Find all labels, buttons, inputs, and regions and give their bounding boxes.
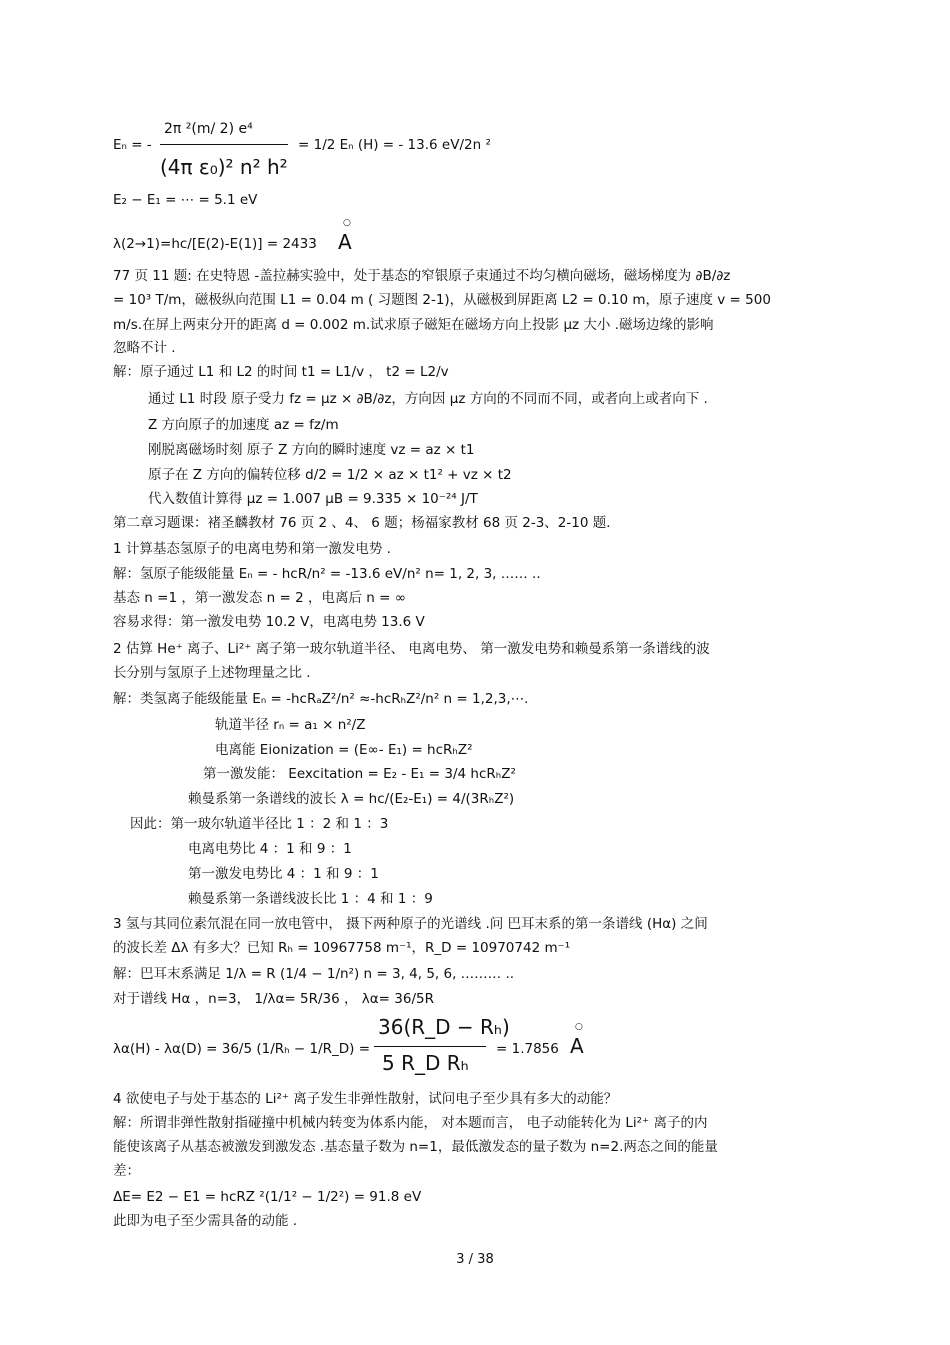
text-line: 电离能 Eionization = (E∞- E₁) = hcRₕZ²: [215, 742, 473, 758]
text-line: ΔE= E2 − E1 = hcRZ ²(1/1² − 1/2²) = 91.8 eV: [113, 1189, 422, 1205]
angstrom-ring: ○: [343, 218, 351, 228]
text-line: 容易求得：第一激发电势 10.2 V，电离电势 13.6 V: [113, 614, 425, 630]
delta-formula-lhs: λα(H) - λα(D) = 36/5 (1/Rₕ − 1/R_D) =: [113, 1041, 371, 1057]
formula-denominator: (4π ε₀)² n² h²: [160, 155, 288, 179]
text-line: = 10³ T/m，磁极纵向范围 L1 = 0.04 m ( 习题图 2-1)，从磁极到屏距离 L2 = 0.10 m，原子速度 v = 500: [113, 292, 771, 308]
text-line: 解：类氢离子能级能量 Eₙ = -hcRₐZ²/n² ≈-hcRₕZ²/n² n = 1,2,3,⋯.: [113, 691, 529, 707]
text-line: 通过 L1 时段 原子受力 fz = μz × ∂B/∂z，方向因 μz 方向的不同而不同，或者向上或者向下 .: [148, 391, 708, 407]
text-line: 对于谱线 Hα ，n=3， 1/λα= 5R/36 ， λα= 36/5R: [113, 991, 434, 1007]
text-line: 2 估算 He⁺ 离子、Li²⁺ 离子第一玻尔轨道半径、 电离电势、 第一激发电势和赖曼系第一条谱线的波: [113, 641, 710, 657]
text-line: 4 欲使电子与处于基态的 Li²⁺ 离子发生非弹性散射，试问电子至少具有多大的动能？: [113, 1091, 618, 1107]
text-line: 轨道半径 rₙ = a₁ × n²/Z: [215, 717, 366, 733]
fraction-bar: [374, 1046, 486, 1047]
text-line: 第一激发能： Eexcitation = E₂ - E₁ = 3/4 hcRₕZ²: [203, 766, 516, 782]
angstrom-ring: ○: [575, 1022, 583, 1032]
delta-formula-denominator: 5 R_D Rₕ: [382, 1051, 469, 1075]
text-line: 代入数值计算得 μz = 1.007 μB = 9.335 × 10⁻²⁴ J/T: [148, 491, 478, 507]
text-line: m/s.在屏上两束分开的距离 d = 0.002 m.试求原子磁矩在磁场方向上投影 μz 大小 .磁场边缘的影响: [113, 317, 714, 333]
text-line: 3 氢与其同位素氘混在同一放电管中， 摄下两种原子的光谱线 .问 巴耳末系的第一条谱线 (Hα) 之间: [113, 916, 708, 932]
text-line: 能使该离子从基态被激发到激发态 .基态量子数为 n=1，最低激发态的量子数为 n=2.两态之间的能量: [113, 1139, 718, 1155]
text-line: 刚脱离磁场时刻 原子 Z 方向的瞬时速度 vz = az × t1: [148, 442, 475, 458]
text-line: 第一激发电势比 4 ：1 和 9 ：1: [188, 866, 379, 882]
formula-rhs: = 1/2 Eₙ (H) = - 13.6 eV/2n ²: [298, 137, 491, 153]
delta-formula-numerator: 36(R_D − Rₕ): [378, 1015, 510, 1039]
text-line: 解：原子通过 L1 和 L2 的时间 t1 = L1/v ， t2 = L2/v: [113, 364, 449, 380]
text-line: 1 计算基态氢原子的电离电势和第一激发电势 .: [113, 541, 391, 557]
page-number: 3 / 38: [456, 1252, 494, 1267]
text-line: E₂ − E₁ = ⋯ = 5.1 eV: [113, 192, 258, 208]
text-line: 77 页 11 题: 在史特恩 -盖拉赫实验中，处于基态的窄银原子束通过不均匀横向磁场，磁场梯度为 ∂B/∂z: [113, 268, 731, 284]
text-line: 解：巴耳末系满足 1/λ = R (1/4 − 1/n²) n = 3, 4, 5, 6, ……… ..: [113, 966, 515, 982]
text-line: 长分别与氢原子上述物理量之比 .: [113, 665, 311, 681]
text-line: 的波长差 Δλ 有多大？已知 Rₕ = 10967758 m⁻¹，R_D = 10970742 m⁻¹: [113, 940, 571, 956]
text-line: 解：所谓非弹性散射指碰撞中机械内转变为体系内能， 对本题而言， 电子动能转化为 Li²⁺ 离子的内: [113, 1115, 708, 1131]
text-line: 差：: [113, 1163, 140, 1179]
text-line: 解：氢原子能级能量 Eₙ = - hcR/n² = -13.6 eV/n² n= 1, 2, 3, …… ..: [113, 566, 541, 582]
text-line: Z 方向原子的加速度 az = fz/m: [148, 417, 339, 433]
fraction-bar: [160, 144, 288, 145]
text-line: 基态 n =1 ，第一激发态 n = 2 ，电离后 n = ∞: [113, 590, 406, 606]
formula-lhs: Eₙ = -: [113, 137, 152, 153]
text-line: 原子在 Z 方向的偏转位移 d/2 = 1/2 × az × t1² + vz × t2: [148, 467, 512, 483]
text-line: 赖曼系第一条谱线波长比 1 ：4 和 1 ：9: [188, 891, 433, 907]
angstrom-symbol: A: [338, 230, 352, 254]
text-line: 第二章习题课：褚圣麟教材 76 页 2 、4、 6 题；杨福家教材 68 页 2-3、2-10 题.: [113, 515, 611, 531]
text-line: 此即为电子至少需具备的动能 .: [113, 1213, 298, 1229]
text-line: 忽略不计 .: [113, 340, 176, 356]
text-line: λ(2→1)=hc/[E(2)-E(1)] = 2433: [113, 236, 317, 252]
text-line: 因此：第一玻尔轨道半径比 1 ：2 和 1 ：3: [130, 816, 389, 832]
angstrom-symbol: A: [570, 1034, 584, 1058]
formula-numerator: 2π ²(m/ 2) e⁴: [164, 121, 253, 137]
text-line: 电离电势比 4 ：1 和 9 ：1: [188, 841, 352, 857]
delta-formula-rhs: = 1.7856: [496, 1041, 559, 1057]
text-line: 赖曼系第一条谱线的波长 λ = hc/(E₂-E₁) = 4/(3RₕZ²): [188, 791, 515, 807]
